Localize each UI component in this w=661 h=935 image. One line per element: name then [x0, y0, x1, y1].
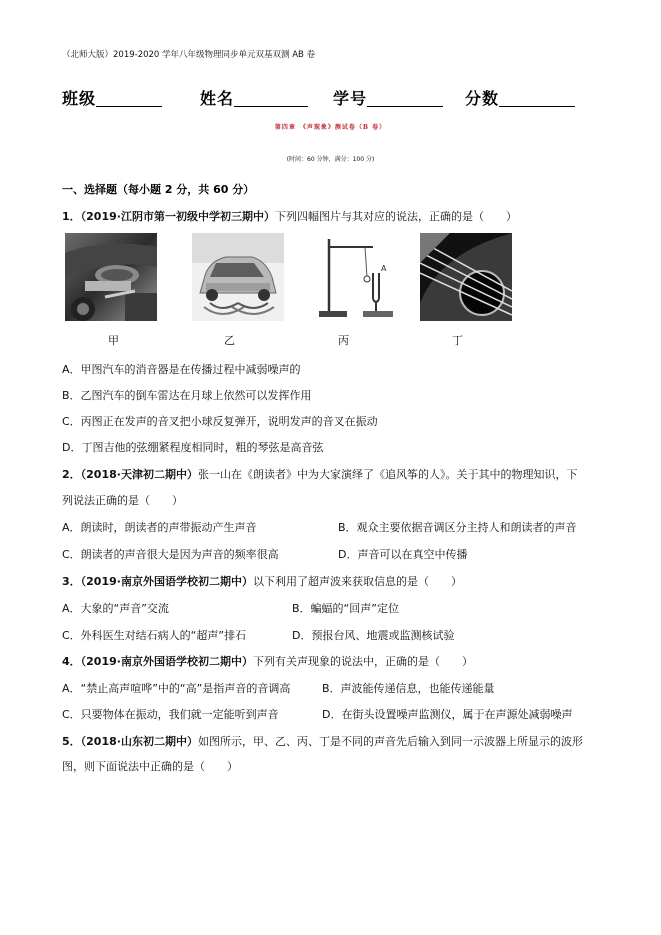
tuning-fork-image [315, 233, 407, 321]
document-header: （北师大版）2019-2020 学年八年级物理同步单元双基双测 AB 卷 [62, 50, 316, 60]
caption-ding: 丁 [452, 334, 463, 347]
question-5-text-line1: 如图所示，甲、乙、丙、丁是不同的声音先后输入到同一示波器上所显示的波形 [197, 735, 583, 748]
question-5 [62, 733, 583, 749]
question-3-source: （2019·南京外国语学校初二期中） [80, 575, 253, 588]
question-4-source: （2019·南京外国语学校初二期中） [80, 655, 253, 668]
class-label: 班级 [62, 89, 97, 108]
name-field [200, 86, 308, 109]
question-2 [62, 466, 577, 482]
question-3 [62, 573, 462, 589]
caption-yi: 乙 [224, 334, 235, 347]
question-4-text: 下列有关声现象的说法中，正确的是（ ） [252, 655, 473, 668]
question-5-number: 5． [62, 735, 81, 748]
question-1 [62, 208, 517, 224]
score-blank [499, 90, 575, 107]
q4-option-b: B．声波能传递信息，也能传递能量 [322, 682, 495, 695]
q4-option-a: A．“禁止高声喧哗”中的“高”是指声音的音调高 [62, 682, 291, 695]
question-4-number: 4． [62, 655, 81, 668]
q3-option-d: D．预报台风、地震或监测核试验 [292, 629, 455, 642]
q1-option-a: A．甲图汽车的消音器是在传播过程中减弱噪声的 [62, 363, 301, 376]
q1-option-d: D．丁图吉他的弦绷紧程度相同时，粗的琴弦是高音弦 [62, 441, 324, 454]
svg-text:A: A [381, 264, 387, 273]
q2-option-d: D．声音可以在真空中传播 [338, 548, 468, 561]
question-2-source: （2018·天津初二期中） [80, 468, 198, 481]
q4-option-d: D．在街头设置噪声监测仪，属于在声源处减弱噪声 [322, 708, 573, 721]
question-5-text-line2: 图，则下面说法中正确的是（ ） [62, 760, 238, 773]
name-blank [234, 90, 308, 107]
score-label: 分数 [465, 89, 500, 108]
q3-option-a: A．大象的“声音”交流 [62, 602, 169, 615]
id-field [333, 86, 443, 109]
caption-bing: 丙 [338, 334, 349, 347]
exam-time-score: (时间：60 分钟，满分：100 分) [286, 156, 375, 163]
question-2-text-line2: 列说法正确的是（ ） [62, 494, 183, 507]
question-2-number: 2． [62, 468, 81, 481]
q1-option-b: B．乙图汽车的倒车雷达在月球上依然可以发挥作用 [62, 389, 312, 402]
section-title: 一、选择题（每小题 2 分，共 60 分） [62, 183, 255, 196]
q2-option-c: C．朗读者的声音很大是因为声音的频率很高 [62, 548, 279, 561]
question-3-number: 3． [62, 575, 81, 588]
q2-option-b: B．观众主要依据音调区分主持人和朗读者的声音 [338, 521, 577, 534]
q3-option-c: C．外科医生对结石病人的“超声”排石 [62, 629, 247, 642]
q3-option-b: B．蝙蝠的“回声”定位 [292, 602, 399, 615]
q2-option-a: A．朗读时，朗读者的声带振动产生声音 [62, 521, 257, 534]
guitar-image [420, 233, 512, 321]
question-1-number: 1． [62, 210, 81, 223]
question-1-source: （2019·江阴市第一初级中学初三期中） [80, 210, 275, 223]
question-4 [62, 653, 473, 669]
question-2-text-line1: 张一山在《朗读者》中为大家演绎了《追风筝的人》。关于其中的物理知识，下 [197, 468, 578, 481]
question-3-text: 以下利用了超声波来获取信息的是（ ） [252, 575, 462, 588]
q1-option-c: C．丙图正在发声的音叉把小球反复弹开，说明发声的音叉在振动 [62, 415, 378, 428]
caption-jia: 甲 [108, 334, 119, 347]
id-blank [367, 90, 443, 107]
question-1-text: 下列四幅图片与其对应的说法，正确的是（ ） [274, 210, 517, 223]
score-field [465, 86, 575, 109]
car-muffler-image [65, 233, 157, 321]
name-label: 姓名 [200, 89, 235, 108]
page-title: 第四章 《声现象》测试卷（B 卷） [274, 124, 387, 131]
car-radar-image [192, 233, 284, 321]
class-blank [96, 90, 162, 107]
class-field [62, 86, 162, 109]
q4-option-c: C．只要物体在振动，我们就一定能听到声音 [62, 708, 279, 721]
id-label: 学号 [333, 89, 368, 108]
question-5-source: （2018·山东初二期中） [80, 735, 198, 748]
